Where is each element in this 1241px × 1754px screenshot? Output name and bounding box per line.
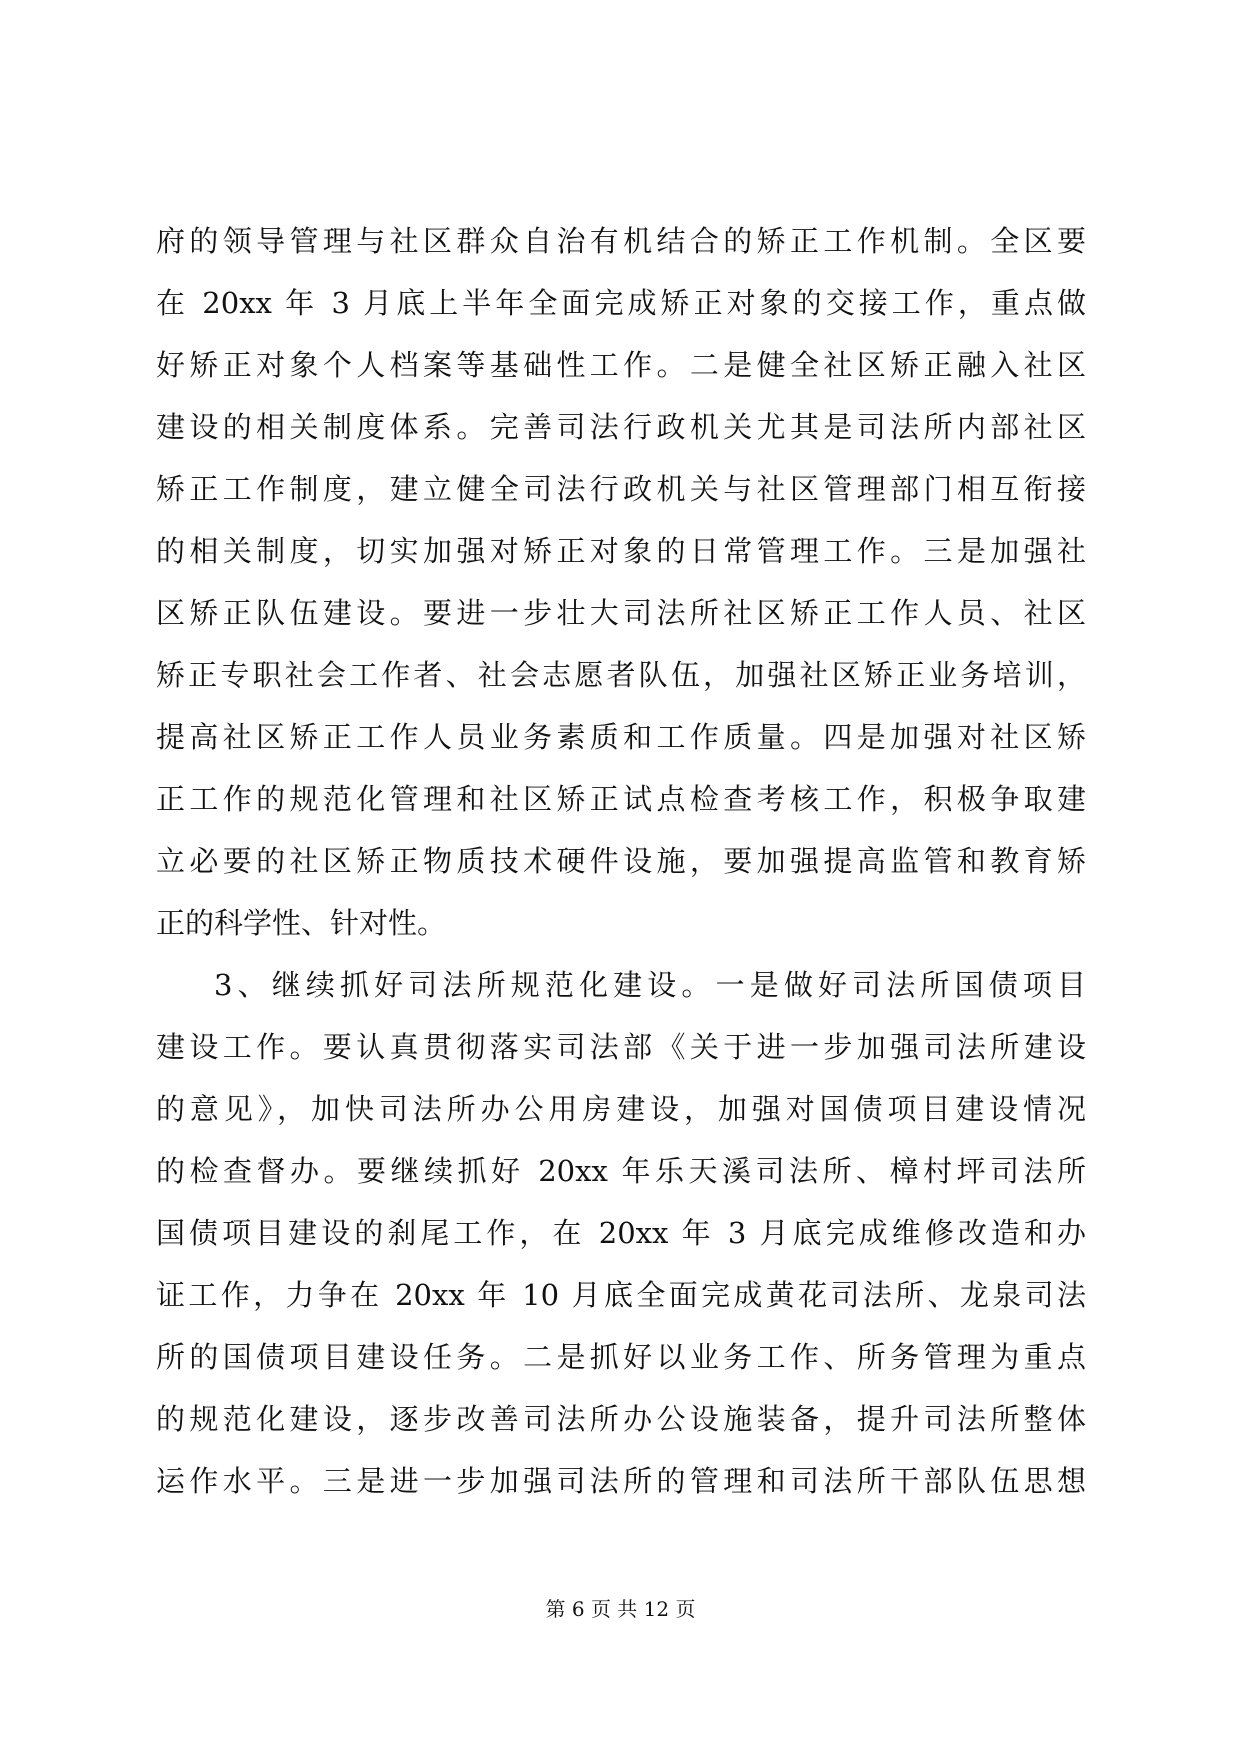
- paragraph-start-line: 3、继续抓好司法所规范化建设。一是做好司法所国债项目: [214, 968, 1086, 1002]
- text-line: 区矫正队伍建设。要进一步壮大司法所社区矫正工作人员、社区: [156, 596, 1086, 630]
- text-line: 的规范化建设，逐步改善司法所办公设施装备，提升司法所整体: [156, 1402, 1086, 1436]
- text-line: 矫正专职社会工作者、社会志愿者队伍，加强社区矫正业务培训，: [156, 658, 1086, 692]
- text-line: 的检查督办。要继续抓好 20xx 年乐天溪司法所、樟村坪司法所: [156, 1154, 1086, 1188]
- text-line: 府的领导管理与社区群众自治有机结合的矫正工作机制。全区要: [156, 224, 1086, 258]
- text-line: 的相关制度，切实加强对矫正对象的日常管理工作。三是加强社: [156, 534, 1086, 568]
- text-line: 证工作，力争在 20xx 年 10 月底全面完成黄花司法所、龙泉司法: [156, 1278, 1086, 1312]
- text-line: 在 20xx 年 3 月底上半年全面完成矫正对象的交接工作，重点做: [156, 286, 1086, 320]
- text-line: 的意见》，加快司法所办公用房建设，加强对国债项目建设情况: [156, 1092, 1086, 1126]
- text-line: 正工作的规范化管理和社区矫正试点检查考核工作，积极争取建: [156, 782, 1086, 816]
- text-line: 矫正工作制度，建立健全司法行政机关与社区管理部门相互衔接: [156, 472, 1086, 506]
- body-text: [156, 210, 1086, 1512]
- text-line: 立必要的社区矫正物质技术硬件设施，要加强提高监管和教育矫: [156, 844, 1086, 878]
- text-line: 建设的相关制度体系。完善司法行政机关尤其是司法所内部社区: [156, 410, 1086, 444]
- text-line: 建设工作。要认真贯彻落实司法部《关于进一步加强司法所建设: [156, 1030, 1086, 1064]
- text-line: 提高社区矫正工作人员业务素质和工作质量。四是加强对社区矫: [156, 720, 1086, 754]
- text-line: 好矫正对象个人档案等基础性工作。二是健全社区矫正融入社区: [156, 348, 1086, 382]
- page-number-footer: 第 6 页 共 12 页: [545, 1597, 696, 1621]
- text-line: 运作水平。三是进一步加强司法所的管理和司法所干部队伍思想: [156, 1464, 1086, 1498]
- text-line: 国债项目建设的刹尾工作，在 20xx 年 3 月底完成维修改造和办: [156, 1216, 1086, 1250]
- text-line: 所的国债项目建设任务。二是抓好以业务工作、所务管理为重点: [156, 1340, 1086, 1374]
- paragraph-end-line: 正的科学性、针对性。: [156, 906, 447, 940]
